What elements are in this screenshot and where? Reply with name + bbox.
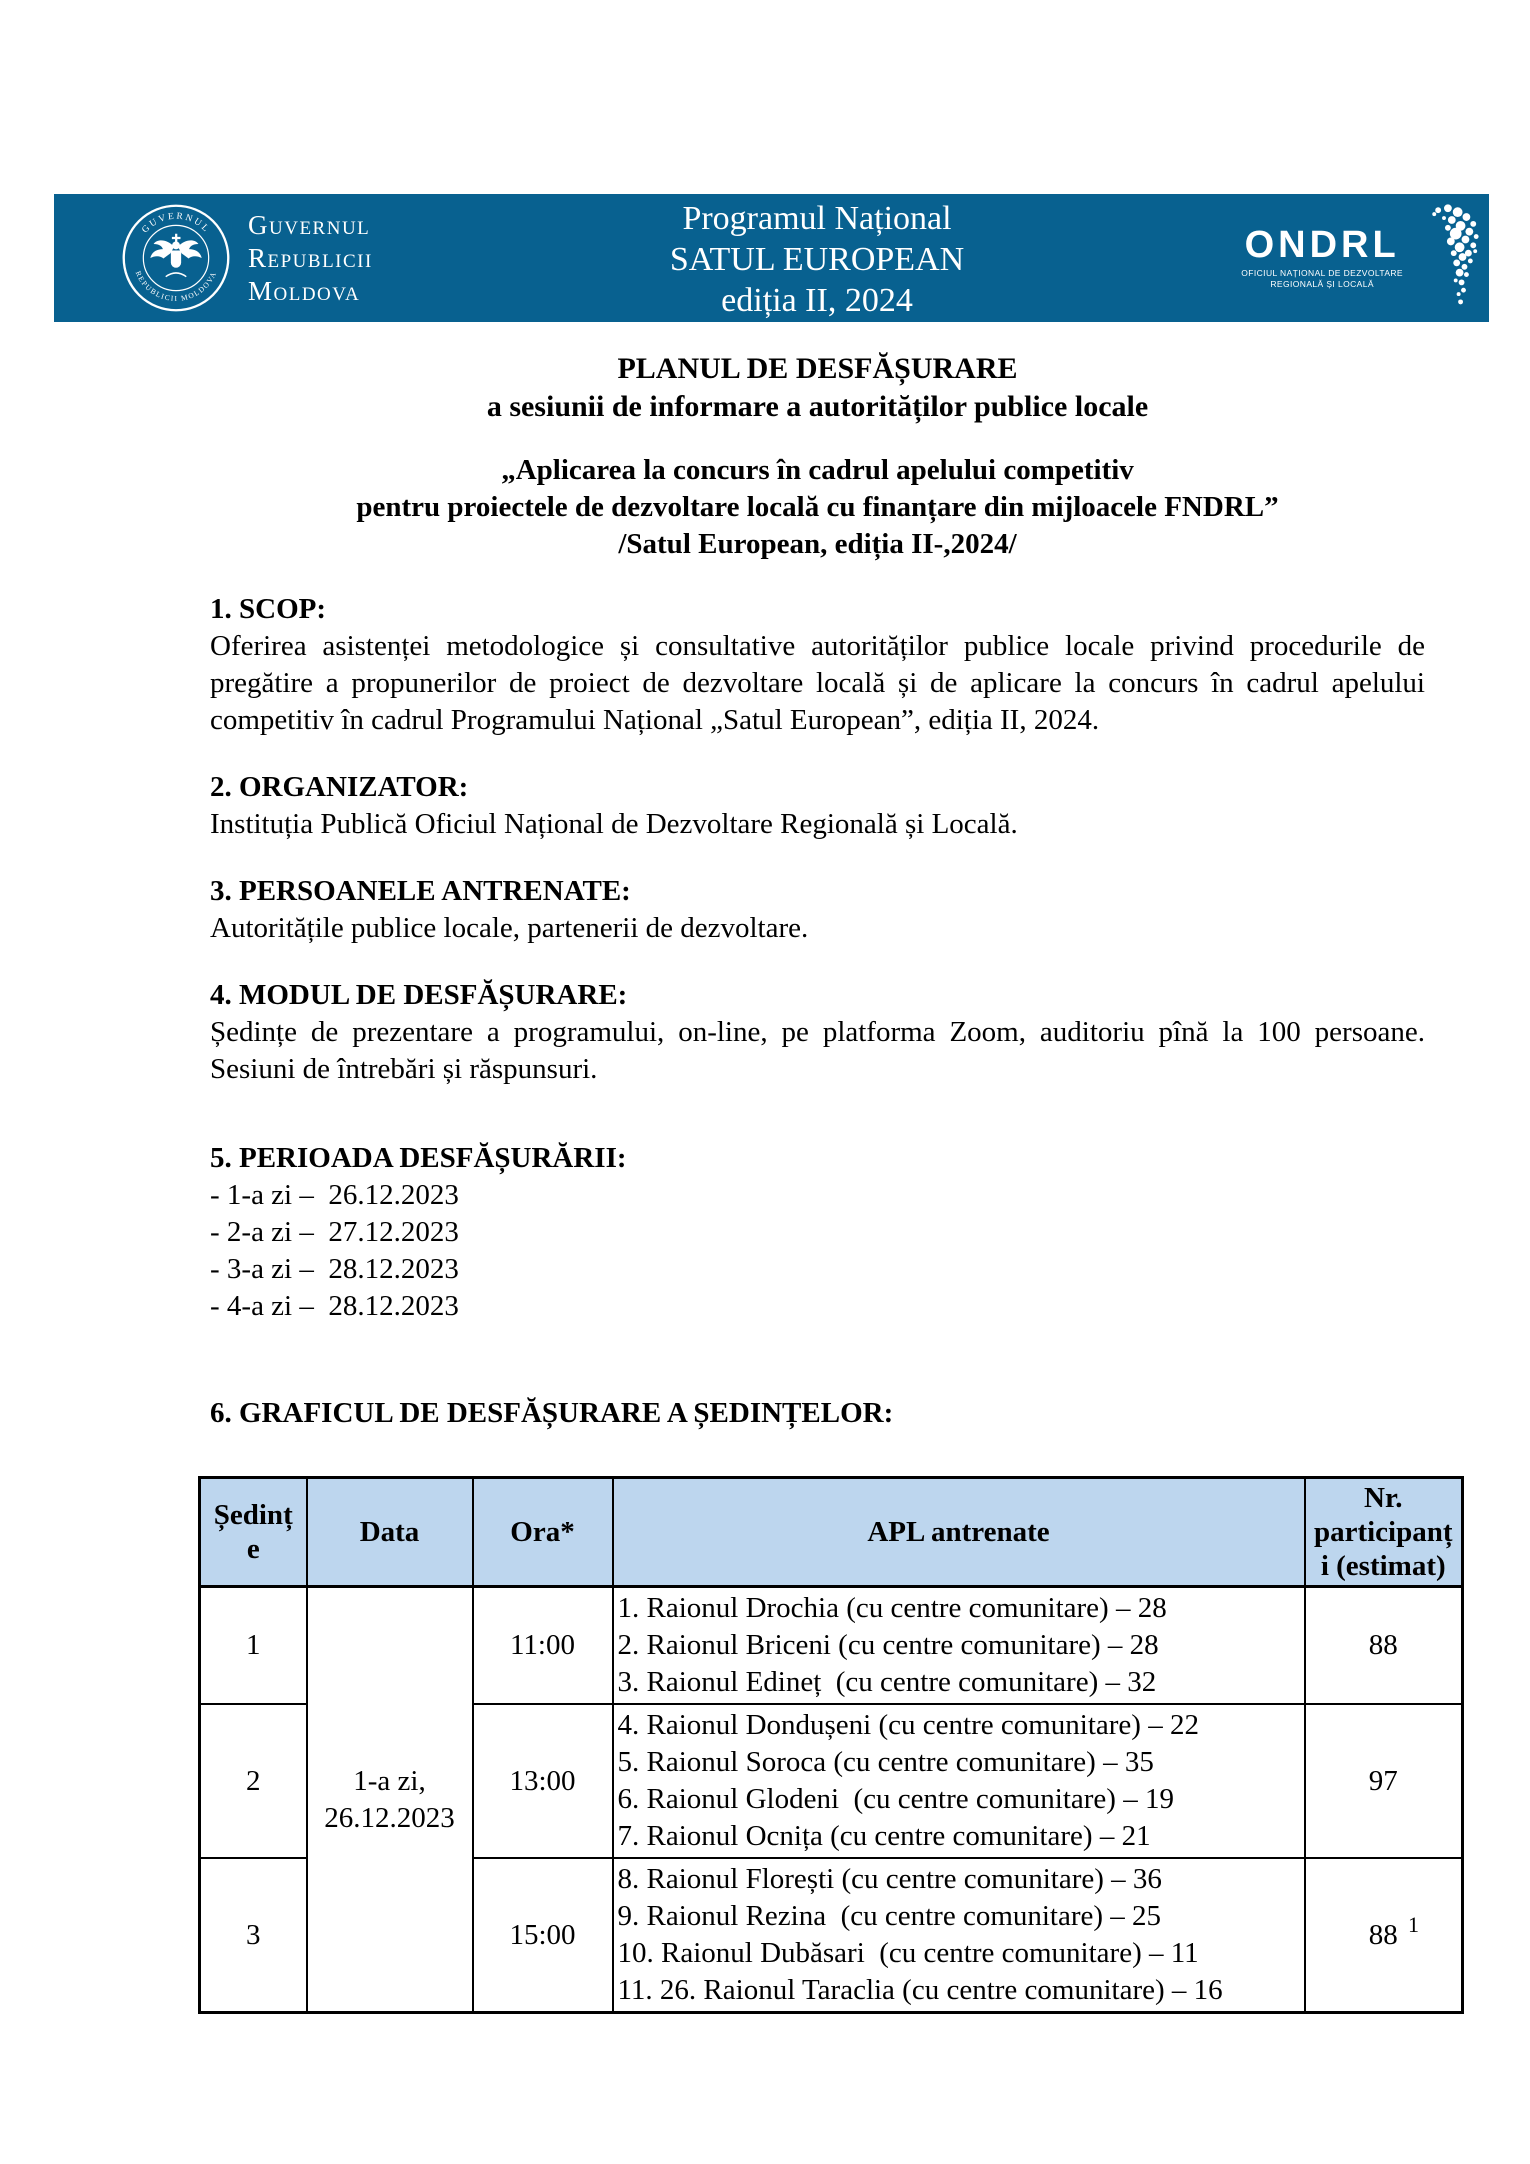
- section-graficul-heading: 6. GRAFICUL DE DESFĂȘURARE A ȘEDINȚELOR:: [210, 1397, 894, 1429]
- doc-title-line2: a sesiunii de informare a autorităților publice locale: [486, 390, 1149, 423]
- session-date-line1: 1-a zi,: [353, 1764, 426, 1797]
- seal-bottom-text: REPUBLICII MOLDOVA: [133, 269, 219, 303]
- section-organizator-heading: 2. ORGANIZATOR:: [210, 771, 469, 803]
- session-number: 3: [200, 1858, 307, 2013]
- ondrl-text: [1241, 226, 1403, 290]
- session-apl-list: [613, 1858, 1305, 2013]
- program-title-line3: ediția II, 2024: [721, 282, 913, 319]
- doc-subtitle-line3: /Satul European, ediția II-,2024/: [618, 528, 1017, 560]
- section-scop-heading: 1. SCOP:: [210, 593, 326, 625]
- government-name: [248, 209, 373, 308]
- doc-title-line1: PLANUL DE DESFĂȘURARE: [617, 352, 1018, 385]
- period-item: - 2-a zi – 27.12.2023: [210, 1216, 459, 1248]
- apl-item: 5. Raionul Soroca (cu centre comunitare) – 35: [617, 1746, 1154, 1778]
- apl-item: 6. Raionul Glodeni (cu centre comunitare) – 19: [617, 1783, 1174, 1815]
- program-title-line2: SATUL EUROPEAN: [669, 241, 965, 278]
- session-participants: 97: [1305, 1704, 1463, 1858]
- apl-item: 9. Raionul Rezina (cu centre comunitare) – 25: [617, 1900, 1162, 1932]
- section-scop-body: Oferirea asistenței metodologice și consultative autorităților publice locale privind procedurile de pregătire a propunerilor de proiect de dezvoltare locală și de aplicare la concurs în cadrul apelului competitiv în cadrul Programului Național „Satul European”, ediția II, 2024.: [210, 630, 1425, 736]
- session-apl-list: [613, 1587, 1305, 1705]
- apl-item: 1. Raionul Drochia (cu centre comunitare) – 28: [617, 1592, 1167, 1624]
- section-scop: [210, 591, 1425, 739]
- section-organizator: [210, 769, 1425, 843]
- government-logo: [120, 202, 373, 314]
- ondrl-subtitle-line2: REGIONALĂ ȘI LOCALĂ: [1270, 279, 1374, 289]
- session-participants: 88: [1305, 1587, 1463, 1705]
- document-subtitle: [210, 452, 1425, 563]
- period-item: - 1-a zi – 26.12.2023: [210, 1179, 459, 1211]
- col-header-participanti: [1305, 1478, 1463, 1587]
- apl-item: 7. Raionul Ocnița (cu centre comunitare) – 21: [617, 1820, 1151, 1852]
- ondrl-logo: [1241, 204, 1483, 312]
- section-persoanele-heading: 3. PERSOANELE ANTRENATE:: [210, 875, 631, 907]
- document-title: [210, 350, 1425, 426]
- doc-subtitle-line2: pentru proiectele de dezvoltare locală cu finanțare din mijloacele FNDRL”: [356, 491, 1279, 523]
- session-number: 2: [200, 1704, 307, 1858]
- col-header-participanti-line1: Nr.: [1364, 1482, 1403, 1514]
- session-apl-list: [613, 1704, 1305, 1858]
- section-modul: [210, 977, 1425, 1088]
- apl-item: 11. 26. Raionul Taraclia (cu centre comunitare) – 16: [617, 1974, 1223, 2006]
- apl-item: 8. Raionul Florești (cu centre comunitare) – 36: [617, 1863, 1162, 1895]
- col-header-participanti-line2: participanț: [1313, 1516, 1453, 1548]
- col-header-apl: APL antrenate: [613, 1478, 1305, 1587]
- apl-item: 10. Raionul Dubăsari (cu centre comunitare) – 11: [617, 1937, 1199, 1969]
- apl-item: 4. Raionul Dondușeni (cu centre comunitare) – 22: [617, 1709, 1199, 1741]
- ondrl-subtitle-line1: OFICIUL NAȚIONAL DE DEZVOLTARE: [1241, 268, 1403, 278]
- header-banner: [54, 194, 1489, 322]
- schedule-table: [198, 1476, 1464, 2014]
- col-header-ora: Ora*: [473, 1478, 613, 1587]
- session-time: 13:00: [473, 1704, 613, 1858]
- program-title: [670, 198, 964, 321]
- ondrl-name: ONDRL: [1244, 224, 1400, 266]
- period-item: - 3-a zi – 28.12.2023: [210, 1253, 459, 1285]
- section-persoanele: [210, 873, 1425, 947]
- col-header-sedinte-line2: e: [246, 1533, 260, 1565]
- section-persoanele-body: Autoritățile publice locale, partenerii de dezvoltare.: [210, 912, 809, 944]
- table-row: [200, 1587, 1463, 1705]
- col-header-sedinte: [200, 1478, 307, 1587]
- session-number: 1: [200, 1587, 307, 1705]
- section-organizator-body: Instituția Publică Oficiul Național de Dezvoltare Regională și Locală.: [210, 808, 1018, 840]
- seal-top-text: GUVERNUL: [140, 211, 212, 236]
- moldova-government-seal-icon: [120, 202, 232, 314]
- svg-text:REPUBLICII MOLDOVA: [134, 270, 219, 303]
- svg-text:GUVERNUL: [140, 212, 211, 236]
- document-content: [210, 350, 1453, 2014]
- col-header-data: Data: [307, 1478, 473, 1587]
- program-title-line1: Programul Național: [682, 200, 952, 237]
- table-header-row: [200, 1478, 1463, 1587]
- apl-item: 2. Raionul Briceni (cu centre comunitare) – 28: [617, 1629, 1159, 1661]
- section-perioada-heading: 5. PERIOADA DESFĂȘURĂRII:: [210, 1142, 627, 1174]
- session-time: 15:00: [473, 1858, 613, 2013]
- col-header-participanti-line3: i (estimat): [1320, 1550, 1446, 1582]
- section-perioada: [210, 1140, 1425, 1325]
- eagle-emblem-icon: [150, 234, 201, 277]
- session-participants: 88: [1305, 1858, 1463, 2013]
- gov-name-line2: Republicii: [248, 242, 373, 273]
- ondrl-dots-icon: [1405, 204, 1483, 312]
- section-modul-body: Ședințe de prezentare a programului, on-line, pe platforma Zoom, auditoriu pînă la 100 persoane. Sesiuni de întrebări și răspunsuri.: [210, 1016, 1425, 1085]
- gov-name-line1: Guvernul: [248, 209, 371, 240]
- apl-item: 3. Raionul Edineț (cu centre comunitare) – 32: [617, 1666, 1157, 1698]
- session-date-line2: 26.12.2023: [324, 1801, 455, 1834]
- section-modul-heading: 4. MODUL DE DESFĂȘURARE:: [210, 979, 628, 1011]
- ondrl-subtitle: [1241, 268, 1403, 290]
- page-number: 1: [1408, 1912, 1419, 1937]
- col-header-sedinte-line1: Ședinț: [213, 1499, 293, 1531]
- schedule-table-container: [198, 1476, 1453, 2014]
- session-time: 11:00: [473, 1587, 613, 1705]
- period-item: - 4-a zi – 28.12.2023: [210, 1290, 459, 1322]
- session-date: [307, 1587, 473, 2013]
- doc-subtitle-line1: „Aplicarea la concurs în cadrul apelului competitiv: [501, 454, 1134, 486]
- gov-name-line3: Moldova: [248, 275, 361, 306]
